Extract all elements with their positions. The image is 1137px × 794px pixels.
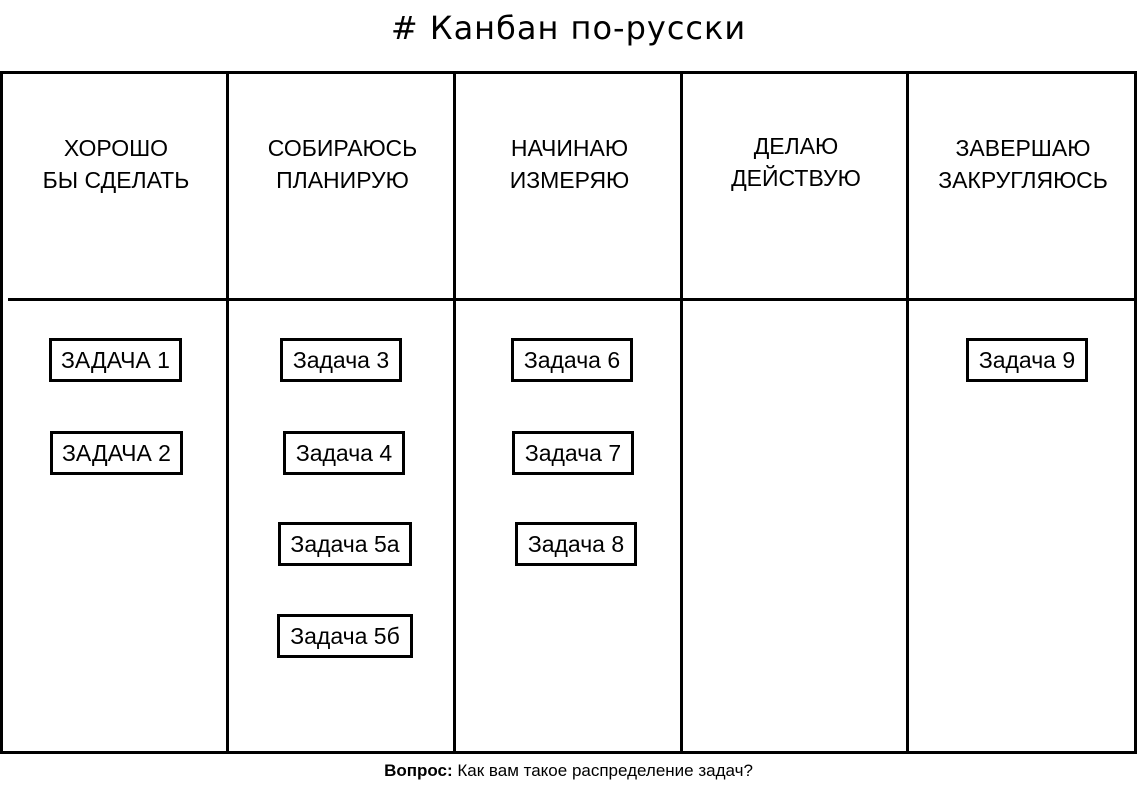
question-text: Как вам такое распределение задач? bbox=[457, 761, 753, 780]
column-header-line: ПЛАНИРУЮ bbox=[276, 167, 409, 193]
column-header-finishing bbox=[909, 132, 1137, 196]
task-card[interactable]: Задача 8 bbox=[515, 522, 637, 566]
column-header-line: ИЗМЕРЯЮ bbox=[509, 167, 630, 193]
task-card[interactable]: Задача 9 bbox=[966, 338, 1088, 382]
column-header-line: ДЕЛАЮ bbox=[753, 133, 839, 159]
task-card[interactable]: Задача 5а bbox=[278, 522, 412, 566]
column-header-line: ЗАВЕРШАЮ bbox=[955, 135, 1091, 161]
column-header-line: ЗАКРУГЛЯЮСЬ bbox=[938, 167, 1108, 193]
task-card[interactable]: Задача 4 bbox=[283, 431, 405, 475]
kanban-board bbox=[0, 71, 1137, 754]
header-divider bbox=[8, 298, 1134, 301]
task-card[interactable]: Задача 3 bbox=[280, 338, 402, 382]
task-card[interactable]: Задача 7 bbox=[512, 431, 634, 475]
column-header-starting bbox=[456, 132, 683, 196]
footer-question bbox=[0, 761, 1137, 781]
task-card[interactable]: Задача 5б bbox=[277, 614, 413, 658]
column-header-line: ДЕЙСТВУЮ bbox=[731, 165, 861, 191]
task-card[interactable]: ЗАДАЧА 1 bbox=[49, 338, 182, 382]
task-card[interactable]: Задача 6 bbox=[511, 338, 633, 382]
board-title: # Канбан по-русски bbox=[390, 9, 747, 47]
column-header-line: СОБИРАЮСЬ bbox=[267, 135, 418, 161]
column-header-line: БЫ СДЕЛАТЬ bbox=[42, 167, 190, 193]
column-header-line: НАЧИНАЮ bbox=[510, 135, 629, 161]
question-label: Вопрос: bbox=[384, 761, 453, 780]
task-card[interactable]: ЗАДАЧА 2 bbox=[50, 431, 183, 475]
column-header-line: ХОРОШО bbox=[63, 135, 169, 161]
column-header-planning bbox=[229, 132, 456, 196]
column-header-doing bbox=[683, 130, 909, 194]
column-header-todo bbox=[3, 132, 229, 196]
